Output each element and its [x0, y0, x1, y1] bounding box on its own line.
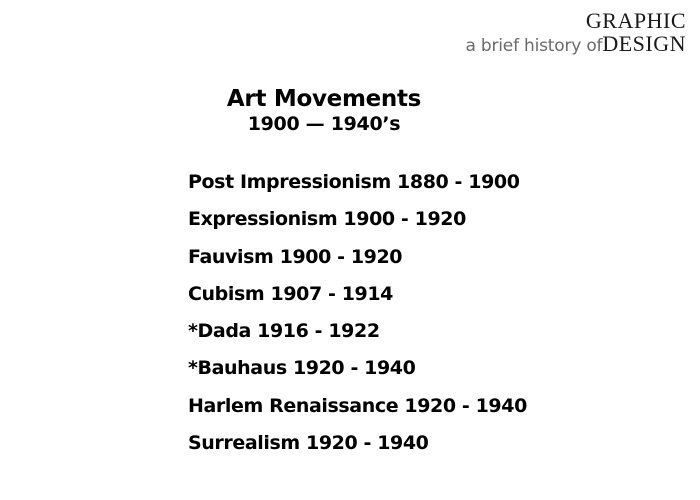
- slide-subtitle: 1900 — 1940’s: [247, 113, 401, 135]
- brand-logo: [465, 10, 686, 55]
- brand-bottom-line: [465, 33, 686, 55]
- brand-bottom-word: DESIGN: [602, 31, 686, 56]
- list-item: Post Impressionism 1880 - 1900: [188, 171, 520, 193]
- slide-heading: [224, 86, 424, 136]
- brand-tagline: a brief history of: [465, 36, 603, 56]
- movement-list: [188, 168, 527, 466]
- list-item: Fauvism 1900 - 1920: [188, 245, 403, 268]
- slide-title: Art Movements: [226, 86, 422, 112]
- brand-top-word: GRAPHIC: [585, 8, 686, 33]
- list-item: Harlem Renaissance 1920 - 1940: [188, 394, 527, 417]
- list-item: *Dada 1916 - 1922: [188, 320, 380, 343]
- list-item: Cubism 1907 - 1914: [188, 282, 393, 305]
- list-item: *Bauhaus 1920 - 1940: [188, 357, 416, 380]
- list-item: Expressionism 1900 - 1920: [188, 208, 466, 231]
- list-item: Surrealism 1920 - 1940: [188, 432, 429, 455]
